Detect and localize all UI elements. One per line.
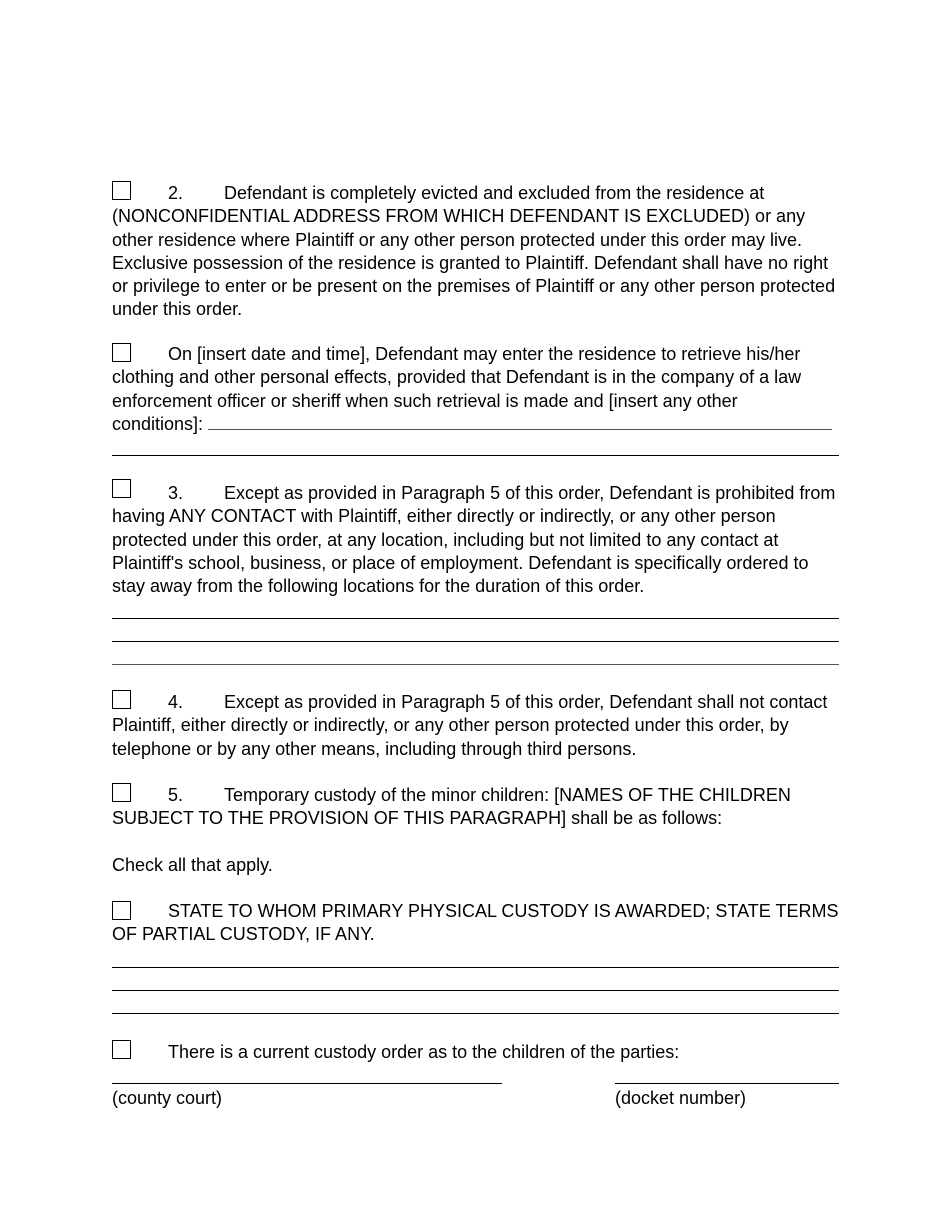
paragraph-current-custody-order (112, 1041, 842, 1064)
paragraph-item-5 (112, 784, 842, 831)
locations-line-3[interactable] (112, 664, 839, 665)
paragraph-custody-terms (112, 900, 842, 947)
paragraph-retrieval (112, 343, 842, 436)
docket-number-line[interactable] (615, 1083, 839, 1084)
item-number: 3. (168, 483, 184, 503)
check-all-instruction: Check all that apply. (112, 855, 273, 875)
locations-line-1[interactable] (112, 618, 839, 619)
conditions-continuation-line[interactable] (112, 455, 839, 456)
paragraph-text: There is a current custody order as to the children of the parties: (168, 1042, 680, 1062)
conditions-label: conditions]: (112, 413, 204, 434)
custody-terms-line-3[interactable] (112, 1013, 839, 1014)
paragraph-text: STATE TO WHOM PRIMARY PHYSICAL CUSTODY IS AWARDED; STATE TERMS OF PARTIAL CUSTODY, IF ANY. (112, 901, 839, 945)
conditions-blank-line[interactable] (208, 415, 832, 430)
paragraph-text: Except as provided in Paragraph 5 of this order, Defendant shall not contact Plaintiff, either directly or indirectly, or any other person protected under this order, by telephone or by any other means, including through third persons. (112, 692, 828, 759)
item-number: 2. (168, 183, 184, 203)
locations-line-2[interactable] (112, 641, 839, 642)
paragraph-item-2 (112, 182, 842, 322)
county-court-label: (county court) (112, 1088, 223, 1108)
item-number: 5. (168, 785, 184, 805)
paragraph-text: On [insert date and time], Defendant may enter the residence to retrieve his/her clothing and other personal effects, provided that Defendant is in the company of a law enforcement officer or sheriff when such retrieval is made and [insert any other (112, 344, 802, 411)
paragraph-item-3 (112, 482, 842, 598)
custody-terms-line-2[interactable] (112, 990, 839, 991)
docket-number-label: (docket number) (615, 1088, 747, 1108)
custody-terms-line-1[interactable] (112, 967, 839, 968)
paragraph-text: Temporary custody of the minor children: [NAMES OF THE CHILDREN SUBJECT TO THE PROVISION OF THIS PARAGRAPH] shall be as follows: (112, 785, 791, 829)
item-number: 4. (168, 692, 184, 712)
paragraph-text: Except as provided in Paragraph 5 of this order, Defendant is prohibited from having ANY CONTACT with Plaintiff, either directly or indirectly, or any other person protected under this order, at any location, including but not limited to any contact at Plaintiff's school, business, or place of employment. Defendant is specifically ordered to stay away from the following locations for the duration of this order. (112, 483, 836, 597)
paragraph-item-4 (112, 691, 842, 761)
county-court-line[interactable] (112, 1083, 502, 1084)
paragraph-text: Defendant is completely evicted and excluded from the residence at (NONCONFIDENTIAL ADDRESS FROM WHICH DEFENDANT IS EXCLUDED) or any other residence where Plaintiff or any other person protected under this order may live. Exclusive possession of the residence is granted to Plaintiff. Defendant shall have no right or privilege to enter or be present on the premises of Plaintiff or any other person protected under this order. (112, 183, 836, 320)
